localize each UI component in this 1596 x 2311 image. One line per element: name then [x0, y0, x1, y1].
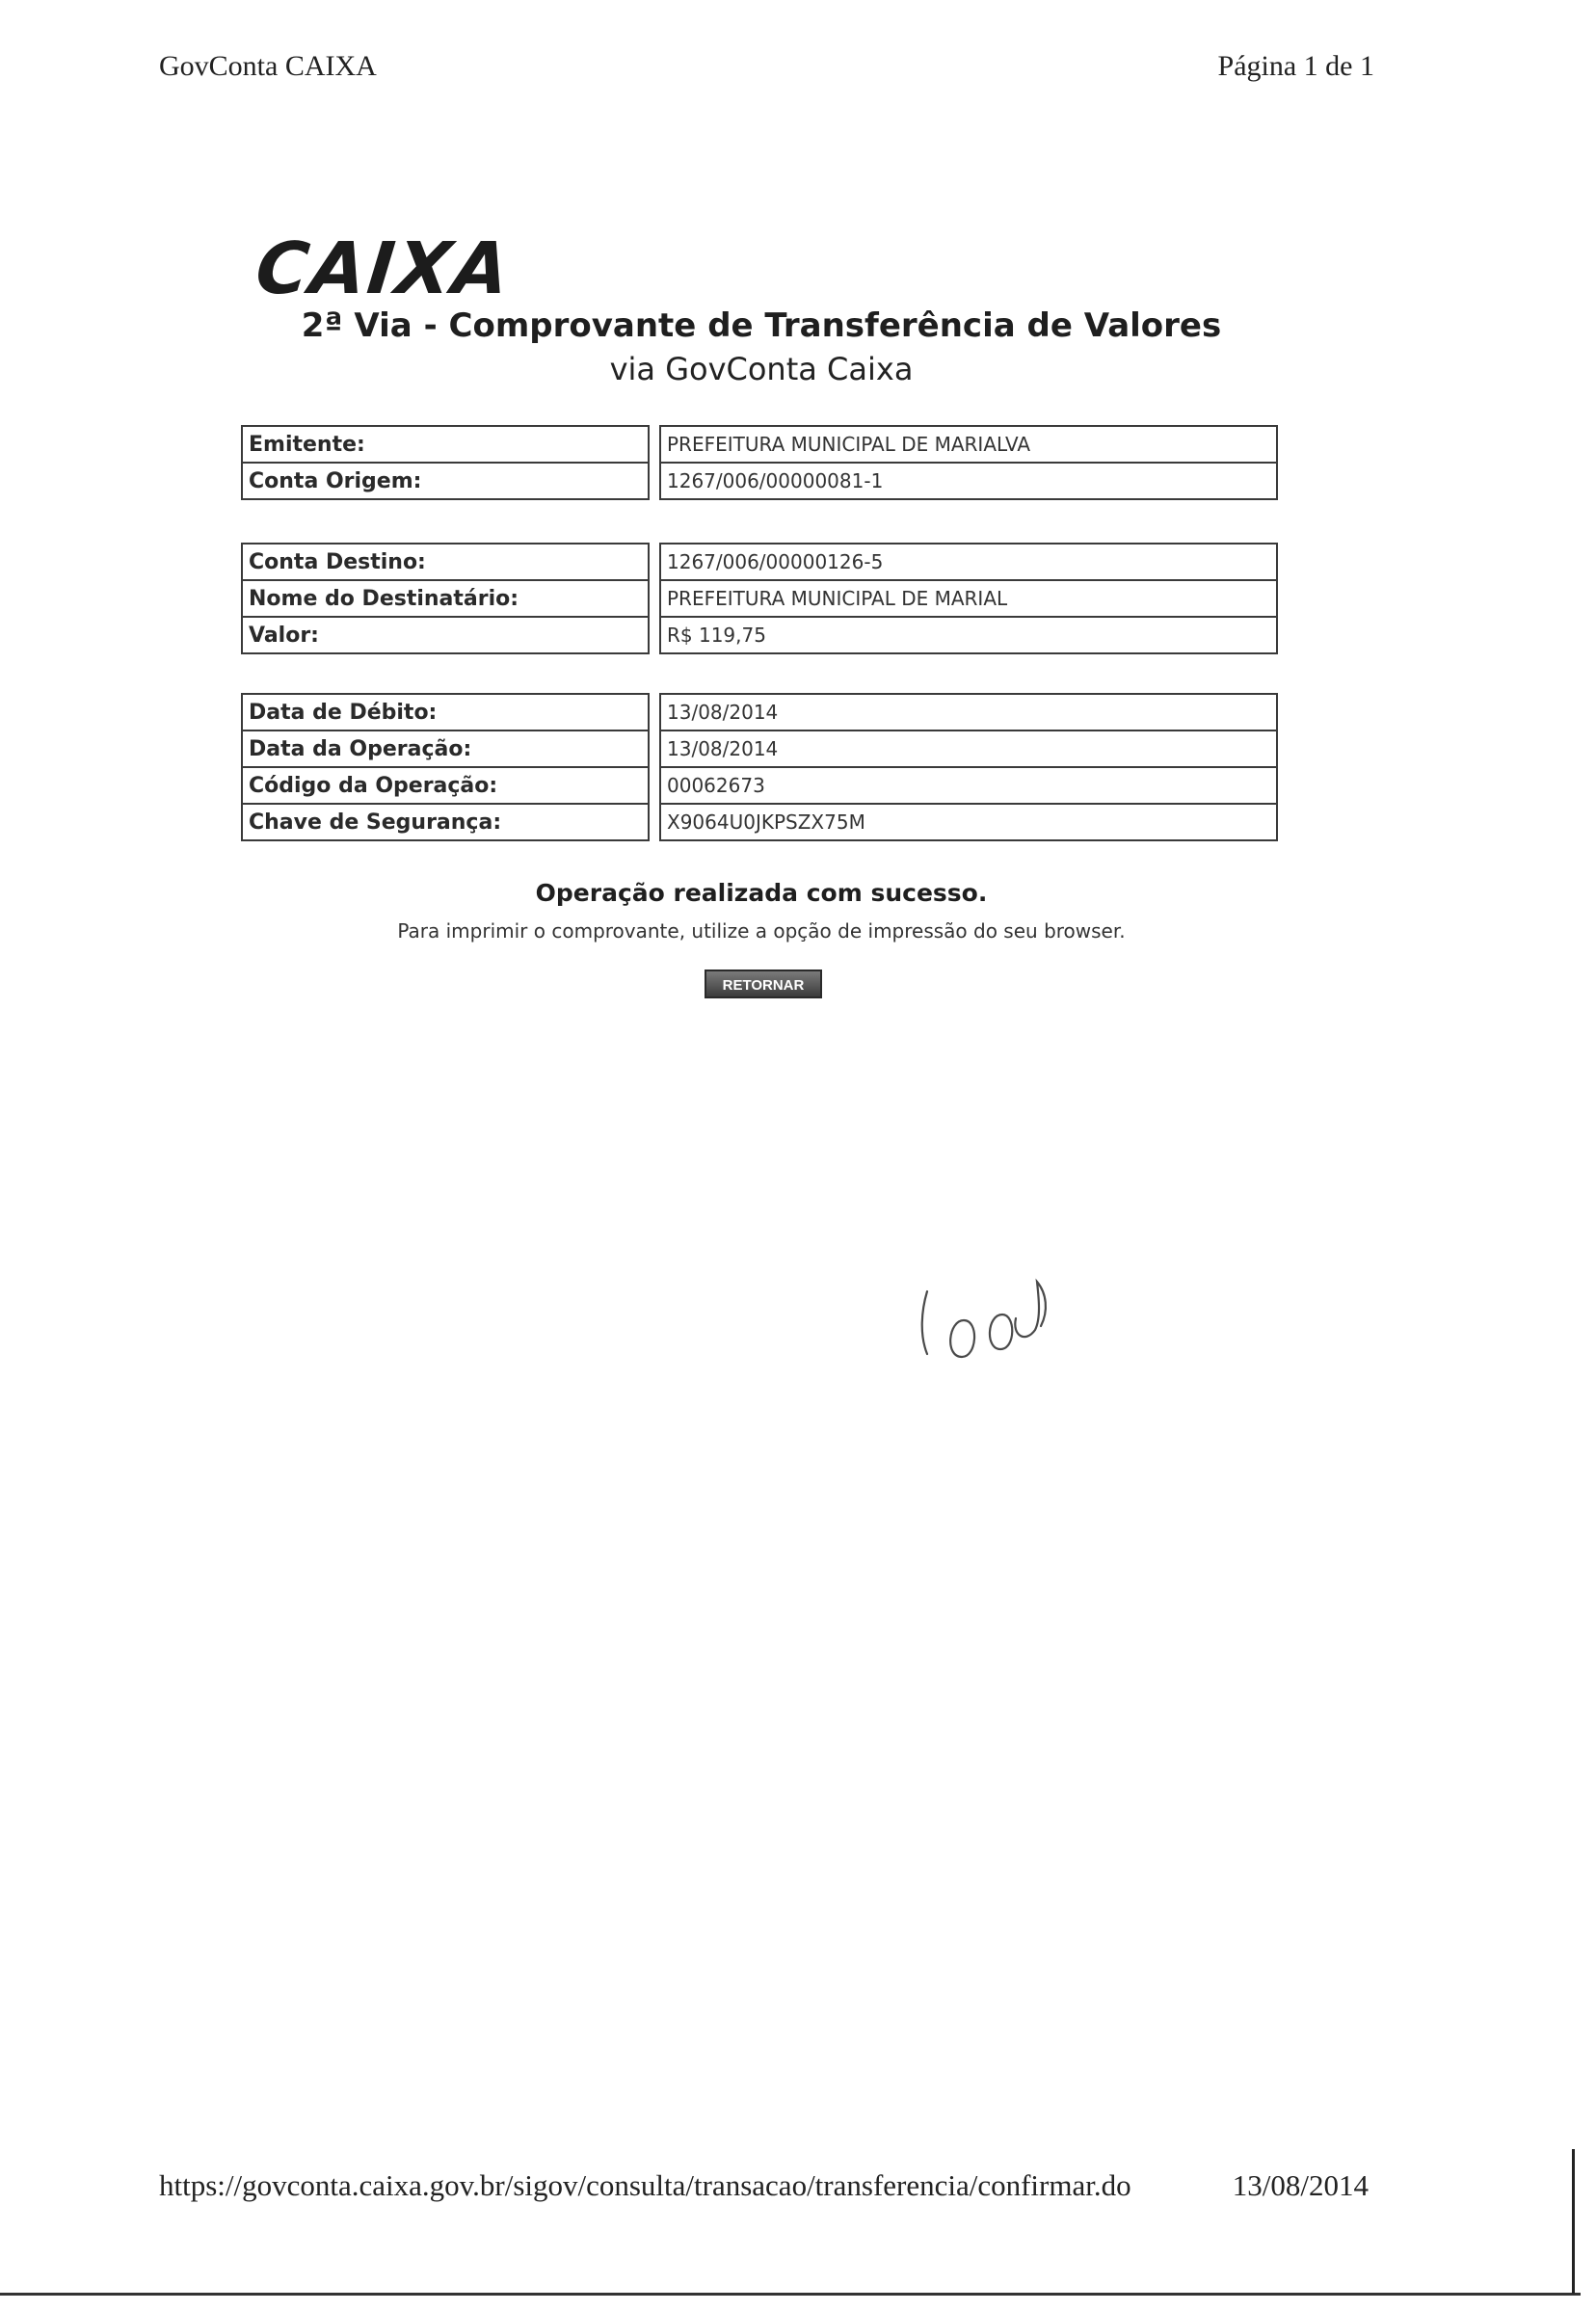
- table-row: [242, 804, 1277, 840]
- emitente-value: PREFEITURA MUNICIPAL DE MARIALVA: [660, 426, 1277, 463]
- scan-edge-bottom: [0, 2293, 1581, 2296]
- retornar-button[interactable]: RETORNAR: [705, 970, 822, 998]
- codigo-operacao-label: Código da Operação:: [242, 767, 649, 804]
- page-title: 2ª Via - Comprovante de Transferência de Valores: [301, 306, 1222, 345]
- print-page-number: Página 1 de 1: [1217, 50, 1374, 82]
- footer-date: 13/08/2014: [1232, 2168, 1369, 2202]
- scan-edge-right: [1572, 2149, 1575, 2294]
- conta-destino-value: 1267/006/00000126-5: [660, 544, 1277, 580]
- handwritten-note: [906, 1243, 1079, 1372]
- origin-table: [241, 425, 1278, 500]
- conta-destino-label: Conta Destino:: [242, 544, 649, 580]
- data-debito-value: 13/08/2014: [660, 694, 1277, 730]
- data-debito-label: Data de Débito:: [242, 694, 649, 730]
- data-operacao-value: 13/08/2014: [660, 730, 1277, 767]
- chave-seguranca-label: Chave de Segurança:: [242, 804, 649, 840]
- footer-url: https://govconta.caixa.gov.br/sigov/consulta/transacao/transferencia/confirmar.do: [159, 2168, 1131, 2202]
- nome-destinatario-label: Nome do Destinatário:: [242, 580, 649, 617]
- print-header-title: GovConta CAIXA: [159, 50, 377, 82]
- handwritten-1000-icon: [906, 1243, 1079, 1368]
- print-header: [159, 50, 1374, 83]
- conta-origem-value: 1267/006/00000081-1: [660, 463, 1277, 499]
- table-row: [242, 463, 1277, 499]
- chave-seguranca-value: X9064U0JKPSZX75M: [660, 804, 1277, 840]
- title-block: [0, 306, 1523, 387]
- destination-table: [241, 543, 1278, 654]
- emitente-label: Emitente:: [242, 426, 649, 463]
- valor-label: Valor:: [242, 617, 649, 653]
- print-footer: [159, 2168, 1369, 2203]
- valor-value: R$ 119,75: [660, 617, 1277, 653]
- success-message: Operação realizada com sucesso.: [535, 879, 988, 907]
- page-subtitle: via GovConta Caixa: [609, 351, 914, 387]
- table-row: [242, 580, 1277, 617]
- table-row: [242, 617, 1277, 653]
- conta-origem-label: Conta Origem:: [242, 463, 649, 499]
- table-row: [242, 767, 1277, 804]
- nome-destinatario-value: PREFEITURA MUNICIPAL DE MARIAL: [660, 580, 1277, 617]
- table-row: [242, 694, 1277, 730]
- caixa-logo: CAIXA: [252, 227, 515, 310]
- table-row: [242, 426, 1277, 463]
- data-operacao-label: Data da Operação:: [242, 730, 649, 767]
- print-instruction: Para imprimir o comprovante, utilize a opção de impressão do seu browser.: [397, 919, 1126, 943]
- table-row: [242, 730, 1277, 767]
- table-row: [242, 544, 1277, 580]
- operation-table: [241, 693, 1278, 841]
- codigo-operacao-value: 00062673: [660, 767, 1277, 804]
